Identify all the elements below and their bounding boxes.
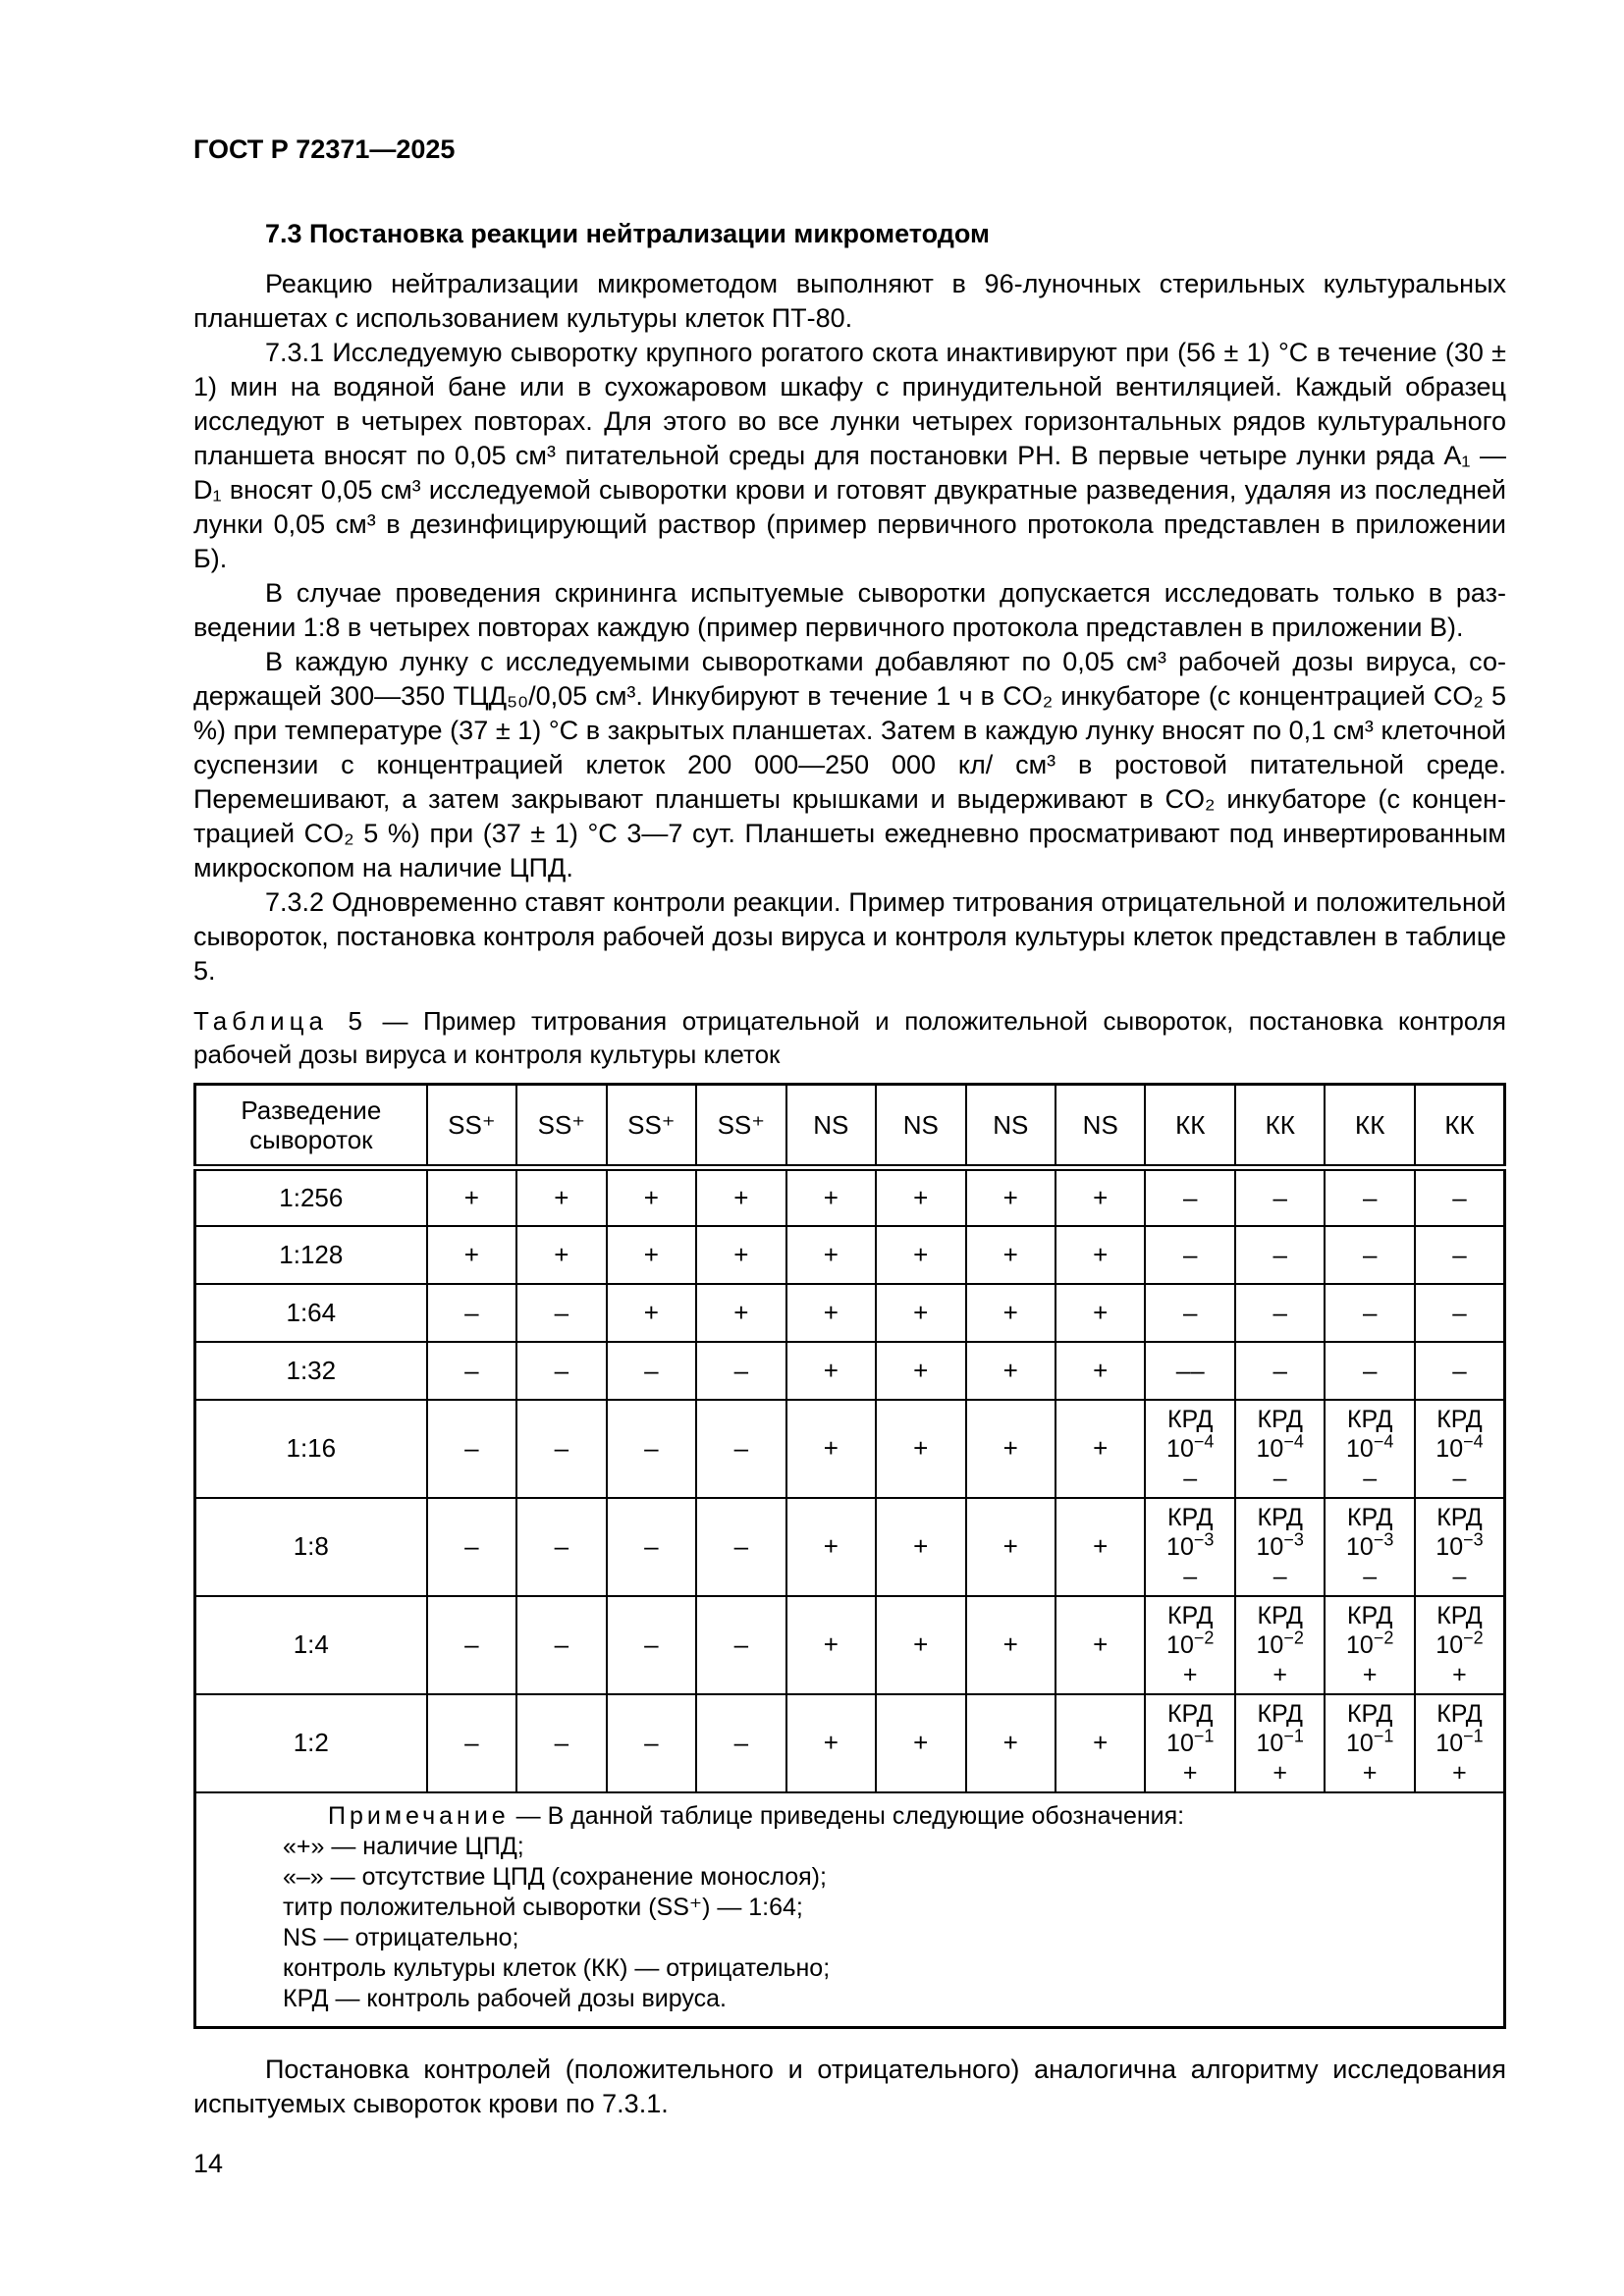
result-cell: КРД $10^{-3}$ – [1325, 1498, 1414, 1596]
table-caption [193, 1004, 1506, 1071]
note-cell [195, 1792, 1505, 2028]
result-cell: – [427, 1498, 516, 1596]
result-cell: – [516, 1596, 606, 1694]
result-cell: + [607, 1284, 696, 1342]
note-line: титр положительной сыворотки (SS⁺) — 1:64; [283, 1893, 803, 1921]
result-cell: + [786, 1342, 876, 1400]
result-cell: + [1056, 1226, 1145, 1284]
result-cell: – [1145, 1284, 1234, 1342]
result-cell: КРД $10^{-2}$ + [1415, 1596, 1505, 1694]
result-cell: – [696, 1694, 785, 1792]
result-cell: – [1325, 1226, 1414, 1284]
result-cell: – [1235, 1226, 1325, 1284]
result-cell: + [1056, 1168, 1145, 1226]
result-cell: + [696, 1168, 785, 1226]
result-cell: + [966, 1342, 1056, 1400]
page-number: 14 [193, 2148, 224, 2178]
table-row [195, 1226, 1505, 1284]
result-cell: – [516, 1284, 606, 1342]
result-cell: + [786, 1694, 876, 1792]
result-cell: – [696, 1342, 785, 1400]
result-cell: + [786, 1596, 876, 1694]
result-cell: – [1235, 1168, 1325, 1226]
table-header-row [195, 1085, 1505, 1168]
note-row [195, 1792, 1505, 2028]
result-cell: КРД $10^{-4}$ – [1325, 1400, 1414, 1498]
table-row [195, 1596, 1505, 1694]
result-cell: – [1235, 1342, 1325, 1400]
result-cell: + [876, 1342, 965, 1400]
result-cell: + [696, 1226, 785, 1284]
result-cell: – [1235, 1284, 1325, 1342]
result-cell: – [1325, 1284, 1414, 1342]
result-cell: + [516, 1168, 606, 1226]
column-header: SS⁺ [607, 1085, 696, 1168]
result-cell: КРД $10^{-3}$ – [1235, 1498, 1325, 1596]
note-line: КРД — контроль рабочей дозы вируса. [283, 1984, 727, 2012]
result-cell: – [1325, 1168, 1414, 1226]
paragraph-intro: Реакцию нейтрализации микрометодом выполняют в 96-луночных стерильных культуральных планшетах с использованием культуры клеток ПТ-80. [193, 269, 1506, 333]
column-header: КК [1145, 1085, 1234, 1168]
column-header: NS [966, 1085, 1056, 1168]
result-cell: – [516, 1694, 606, 1792]
table-row [195, 1694, 1505, 1792]
result-cell: – [1145, 1168, 1234, 1226]
paragraph-incubation: В каждую лунку с исследуемыми сыворотками добавляют по 0,05 см³ рабочей дозы вируса, содержащей 300—350 ТЦД₅₀/0,05 см³. Инкубируют в течение 1 ч в CO₂ инкубаторе (с концентрацией CO₂ 5 %) при температуре (37 ± 1) °С в закрытых планшетах. Затем в каждую лунку вносят по 0,1 см³ клеточной суспензии с концентрацией клеток 200 000—250 000 кл/ см³ в ростовой питательной среде. Перемешивают, а затем закрывают планшеты крышками и выдерживают в CO₂ инкубаторе (с концентрацией CO₂ 5 %) при (37 ± 1) °С 3—7 сут. Планшеты ежедневно просматривают под инвертированным микроскопом на наличие ЦПД. [193, 647, 1506, 882]
column-header: NS [1056, 1085, 1145, 1168]
result-cell: – [427, 1284, 516, 1342]
result-cell: КРД $10^{-4}$ – [1415, 1400, 1505, 1498]
dilution-cell: 1:64 [195, 1284, 427, 1342]
result-cell: + [876, 1284, 965, 1342]
table-row [195, 1168, 1505, 1226]
note-line: NS — отрицательно; [283, 1923, 519, 1951]
result-cell: + [1056, 1498, 1145, 1596]
column-header: NS [786, 1085, 876, 1168]
result-cell: КРД $10^{-2}$ + [1235, 1596, 1325, 1694]
result-cell: – [607, 1342, 696, 1400]
result-cell: + [786, 1498, 876, 1596]
note-line: «–» — отсутствие ЦПД (сохранение монослоя); [283, 1862, 827, 1891]
result-cell: – [1415, 1226, 1505, 1284]
result-cell: + [427, 1226, 516, 1284]
result-cell: + [1056, 1596, 1145, 1694]
table-caption-text: — Пример титрования отрицательной и положительной сывороток, постановка контроля рабочей дозы вируса и контроля культуры клеток [193, 1006, 1506, 1069]
result-cell: КРД $10^{-1}$ + [1325, 1694, 1414, 1792]
result-cell: + [607, 1226, 696, 1284]
result-cell: – [1325, 1342, 1414, 1400]
result-cell: + [786, 1226, 876, 1284]
result-cell: + [786, 1400, 876, 1498]
result-cell: + [786, 1284, 876, 1342]
table-row [195, 1284, 1505, 1342]
closing-paragraph: Постановка контролей (положительного и отрицательного) аналогична алгоритму исследования испытуемых сывороток крови по 7.3.1. [193, 2054, 1506, 2118]
paragraph-screening: В случае проведения скрининга испытуемые сыворотки допускается исследовать только в разведении 1:8 в четырех повторах каждую (пример первичного протокола представлен в приложении В). [193, 578, 1506, 642]
note-intro-line [283, 1801, 1480, 1832]
column-header: SS⁺ [427, 1085, 516, 1168]
dilution-column-header: Разведение сывороток [195, 1085, 427, 1168]
table-row [195, 1400, 1505, 1498]
paragraph-7-3-1: 7.3.1 Исследуемую сыворотку крупного рогатого скота инактивируют при (56 ± 1) °С в течение (30 ± 1) мин на водяной бане или в сухожаровом шкафу с принудительной вентиляцией. Каждый образец исследуют в четырех повторах. Для этого во все лунки четырех горизонтальных рядов культурального планшета вносят по 0,05 см³ питательной среды для постановки РН. В первые четыре лунки ряда A₁ — D₁ вносят 0,05 см³ исследуемой сыворотки крови и готовят двукратные разведения, удаляя из последней лунки 0,05 см³ в дезинфицирующий раствор (пример первичного протокола представлен в приложении Б). [193, 338, 1506, 573]
result-cell: + [876, 1168, 965, 1226]
document-number: ГОСТ Р 72371—2025 [193, 134, 456, 164]
result-cell: + [876, 1226, 965, 1284]
table-body [195, 1168, 1505, 1792]
result-cell: КРД $10^{-3}$ – [1415, 1498, 1505, 1596]
result-cell: – [607, 1694, 696, 1792]
result-cell: – [696, 1400, 785, 1498]
result-cell: КРД $10^{-2}$ + [1145, 1596, 1234, 1694]
table-row [195, 1342, 1505, 1400]
section-heading: 7.3 Постановка реакции нейтрализации микрометодом [265, 219, 990, 248]
result-cell: + [427, 1168, 516, 1226]
dilution-cell: 1:16 [195, 1400, 427, 1498]
result-cell: + [696, 1284, 785, 1342]
result-cell: КРД $10^{-4}$ – [1235, 1400, 1325, 1498]
results-table [193, 1083, 1506, 2029]
result-cell: – [427, 1694, 516, 1792]
result-cell: – [516, 1498, 606, 1596]
result-cell: + [516, 1226, 606, 1284]
result-cell: – [1415, 1284, 1505, 1342]
result-cell: + [876, 1498, 965, 1596]
result-cell: + [1056, 1400, 1145, 1498]
result-cell: –– [1145, 1342, 1234, 1400]
result-cell: КРД $10^{-1}$ + [1415, 1694, 1505, 1792]
result-cell: + [966, 1284, 1056, 1342]
column-header: КК [1325, 1085, 1414, 1168]
dilution-cell: 1:4 [195, 1596, 427, 1694]
column-header: КК [1235, 1085, 1325, 1168]
result-cell: КРД $10^{-1}$ + [1145, 1694, 1234, 1792]
result-cell: – [1145, 1226, 1234, 1284]
result-cell: КРД $10^{-3}$ – [1145, 1498, 1234, 1596]
result-cell: – [696, 1596, 785, 1694]
result-cell: + [786, 1168, 876, 1226]
result-cell: – [1415, 1168, 1505, 1226]
result-cell: + [1056, 1694, 1145, 1792]
result-cell: КРД $10^{-1}$ + [1235, 1694, 1325, 1792]
result-cell: КРД $10^{-2}$ + [1325, 1596, 1414, 1694]
column-header: SS⁺ [696, 1085, 785, 1168]
result-cell: + [607, 1168, 696, 1226]
dilution-cell: 1:32 [195, 1342, 427, 1400]
result-cell: + [966, 1596, 1056, 1694]
table-row [195, 1498, 1505, 1596]
result-cell: – [696, 1498, 785, 1596]
result-cell: КРД $10^{-4}$ – [1145, 1400, 1234, 1498]
result-cell: – [607, 1400, 696, 1498]
result-cell: + [1056, 1284, 1145, 1342]
result-cell: + [1056, 1342, 1145, 1400]
result-cell: – [607, 1498, 696, 1596]
result-cell: – [427, 1596, 516, 1694]
paragraph-7-3-2: 7.3.2 Одновременно ставят контроли реакции. Пример титрования отрицательной и положительной сывороток, постановка контроля рабочей дозы вируса и контроля культуры клеток представлен в таблице 5. [193, 887, 1506, 986]
dilution-cell: 1:256 [195, 1168, 427, 1226]
result-cell: + [876, 1694, 965, 1792]
dilution-cell: 1:2 [195, 1694, 427, 1792]
result-cell: – [427, 1342, 516, 1400]
table-caption-label: Таблица 5 [193, 1006, 367, 1036]
column-header: КК [1415, 1085, 1505, 1168]
note-intro-text: — В данной таблице приведены следующие обозначения: [509, 1801, 1185, 1830]
dilution-cell: 1:128 [195, 1226, 427, 1284]
result-cell: – [1415, 1342, 1505, 1400]
table-note-section [195, 1792, 1505, 2028]
note-line: «+» — наличие ЦПД; [283, 1832, 524, 1860]
column-header: NS [876, 1085, 965, 1168]
result-cell: + [966, 1226, 1056, 1284]
note-label: Примечание [328, 1801, 510, 1830]
result-cell: + [876, 1596, 965, 1694]
result-cell: – [516, 1400, 606, 1498]
result-cell: – [516, 1342, 606, 1400]
result-cell: – [607, 1596, 696, 1694]
result-cell: + [966, 1400, 1056, 1498]
result-cell: + [876, 1400, 965, 1498]
dilution-cell: 1:8 [195, 1498, 427, 1596]
result-cell: – [427, 1400, 516, 1498]
result-cell: + [966, 1498, 1056, 1596]
result-cell: + [966, 1168, 1056, 1226]
result-cell: + [966, 1694, 1056, 1792]
note-line: контроль культуры клеток (КК) — отрицательно; [283, 1953, 831, 1982]
column-header: SS⁺ [516, 1085, 606, 1168]
